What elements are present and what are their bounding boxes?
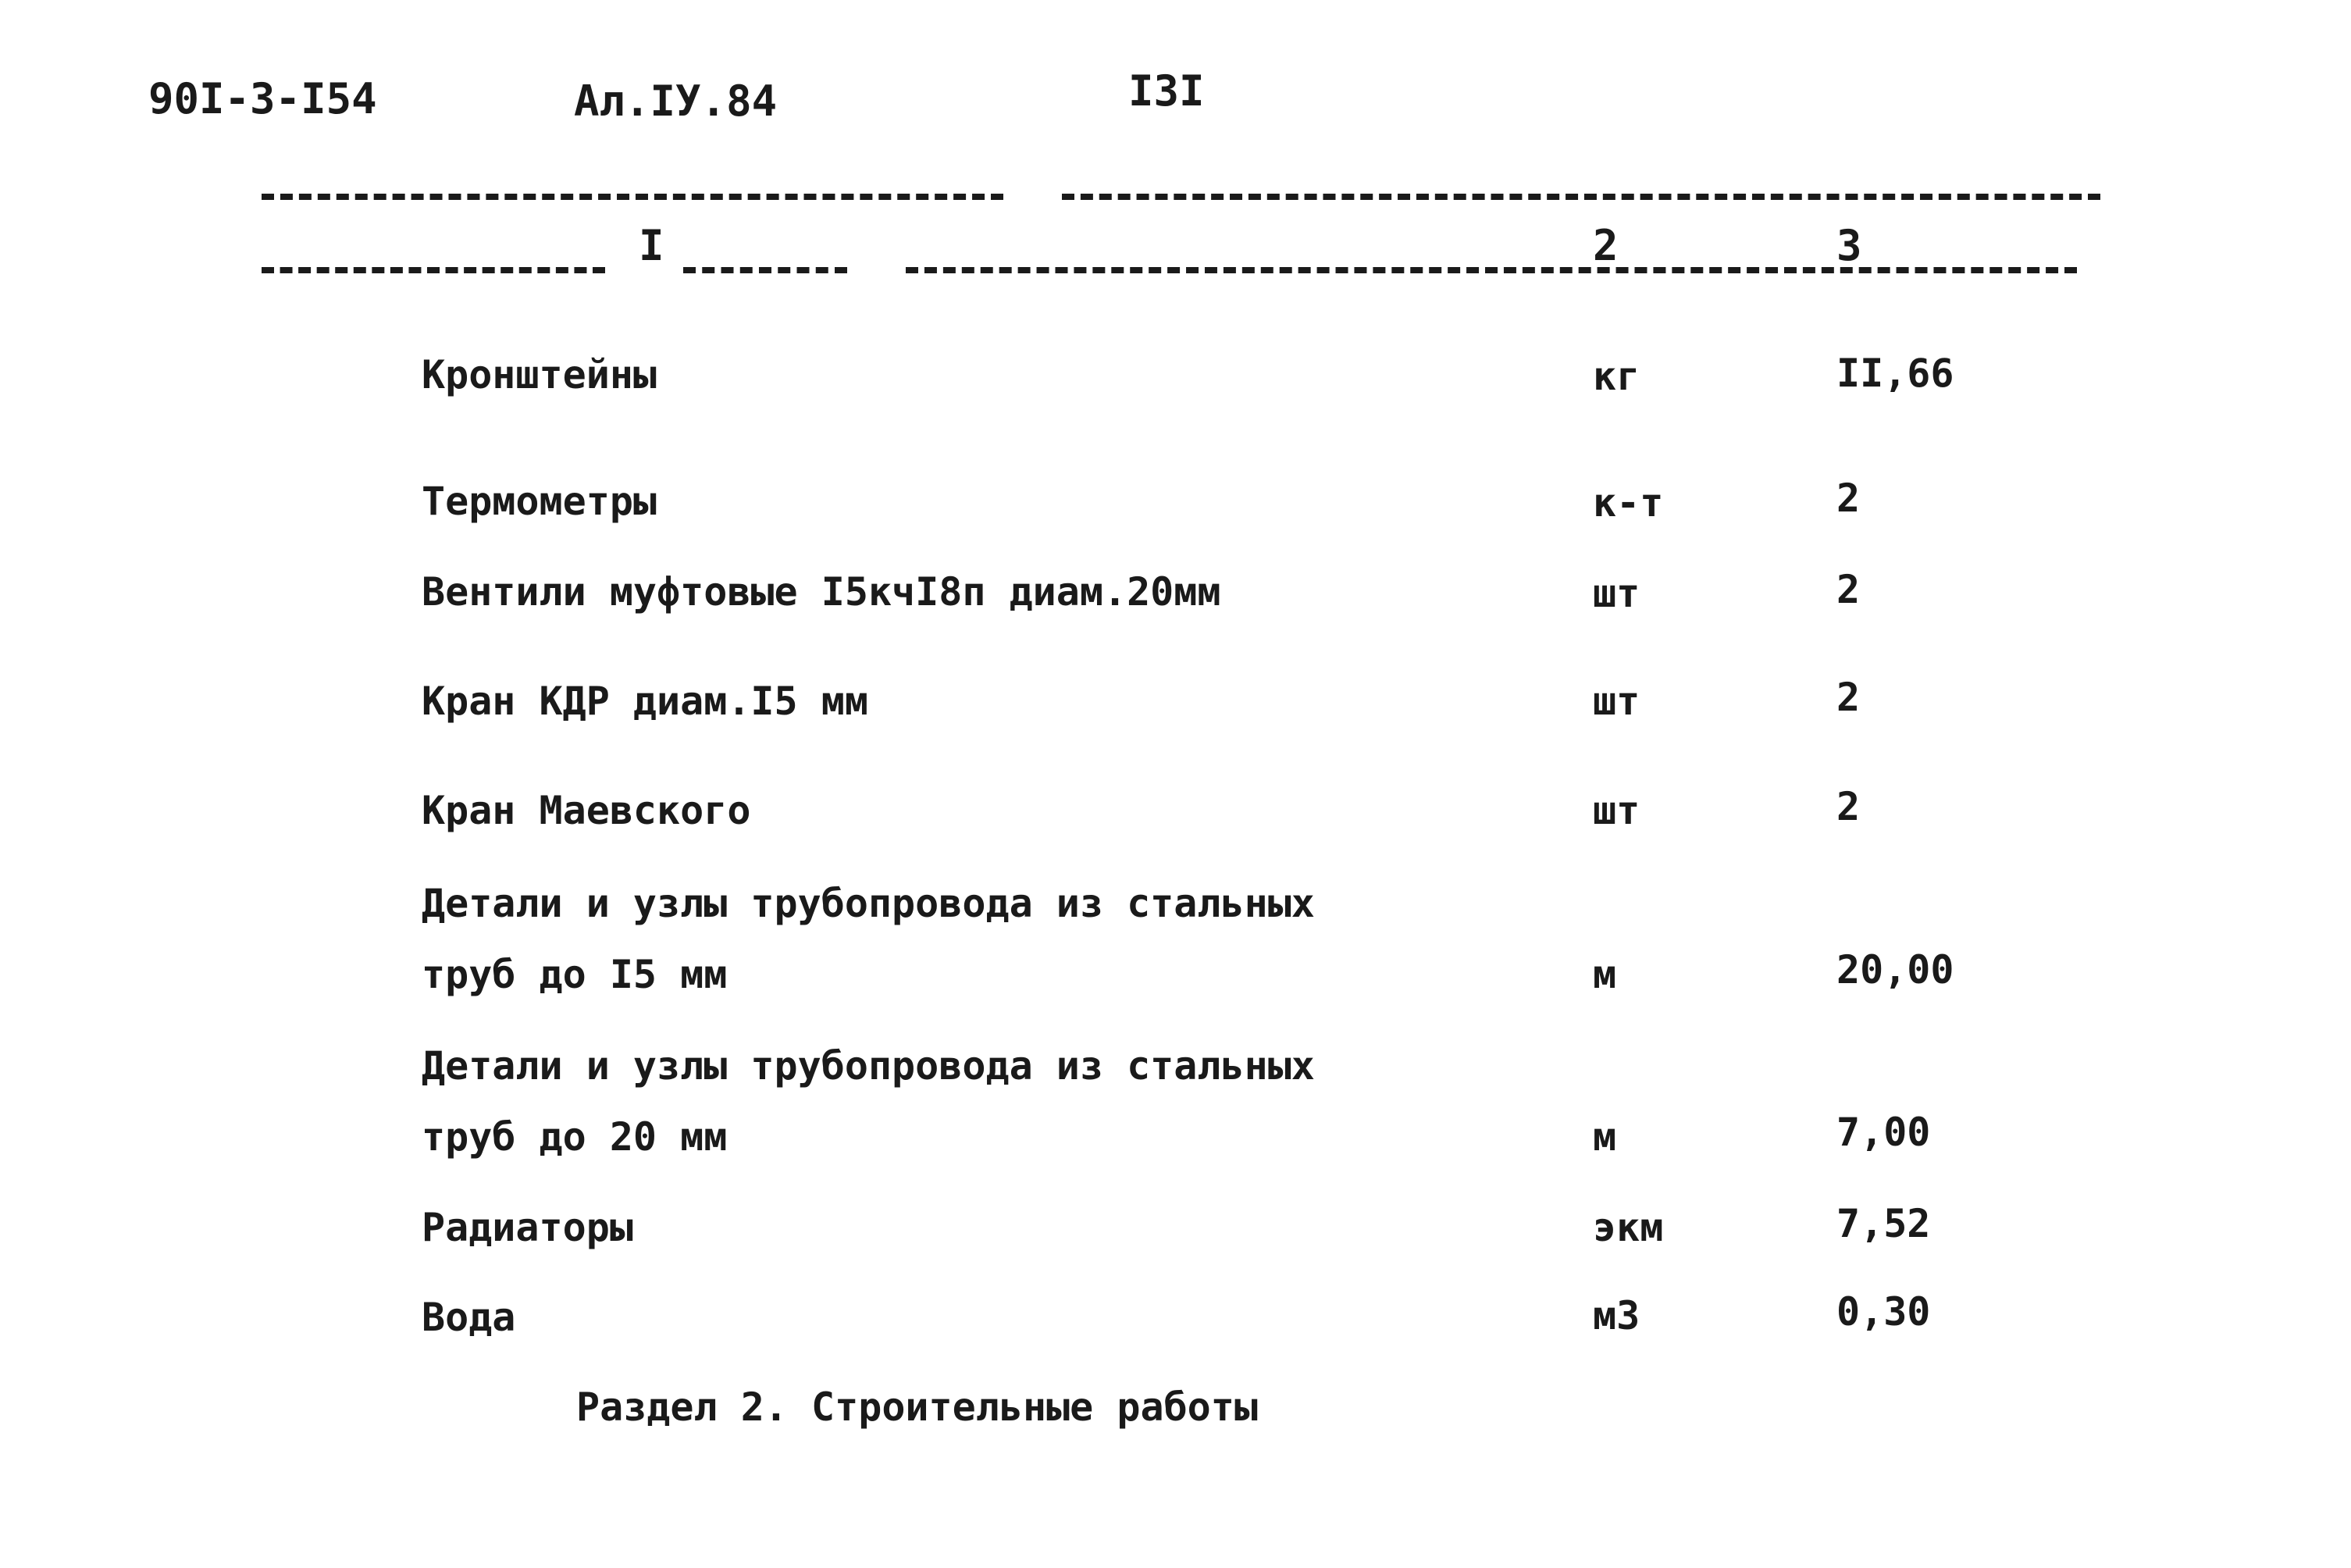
row-1-qty: II,66 <box>1836 351 1954 396</box>
header-top-rule-left <box>262 194 1003 200</box>
row-7-qty: 7,00 <box>1836 1110 1931 1155</box>
row-7-name-line2: труб до 20 мм <box>422 1114 728 1160</box>
row-6-name-line1: Детали и узлы трубопровода из стальных <box>422 881 1315 926</box>
row-6-unit: м <box>1593 952 1617 997</box>
row-2-unit: к-т <box>1593 480 1664 526</box>
row-9-name: Вода <box>422 1295 516 1340</box>
row-5-name: Кран Маевского <box>422 788 751 833</box>
row-2-qty: 2 <box>1836 476 1861 521</box>
row-5-unit: шт <box>1593 788 1640 833</box>
row-8-name: Радиаторы <box>422 1205 633 1250</box>
row-3-name: Вентили муфтовые I5кчI8п диам.20мм <box>422 569 1221 615</box>
header-bottom-rule-a <box>262 267 605 273</box>
row-5-qty: 2 <box>1836 784 1861 829</box>
row-7-name-line1: Детали и узлы трубопровода из стальных <box>422 1043 1315 1089</box>
row-1-name: Кронштейны <box>422 352 657 397</box>
row-9-unit: м3 <box>1593 1293 1640 1338</box>
row-4-unit: шт <box>1593 679 1640 724</box>
row-8-qty: 7,52 <box>1836 1201 1931 1246</box>
section-title: Раздел 2. Строительные работы <box>576 1384 1258 1430</box>
row-2-name: Термометры <box>422 479 657 524</box>
row-3-unit: шт <box>1593 571 1640 616</box>
header-bottom-rule-c <box>906 267 2077 273</box>
row-3-qty: 2 <box>1836 567 1861 612</box>
row-9-qty: 0,30 <box>1836 1289 1931 1335</box>
row-4-qty: 2 <box>1836 675 1861 720</box>
column-number-1: I <box>639 221 664 270</box>
column-number-2: 2 <box>1593 221 1619 270</box>
header-bottom-rule-b <box>683 267 847 273</box>
row-8-unit: экм <box>1593 1205 1664 1250</box>
row-4-name: Кран КДР диам.I5 мм <box>422 679 868 724</box>
row-6-qty: 20,00 <box>1836 947 1954 992</box>
album-number: Ал.IУ.84 <box>574 77 778 126</box>
row-1-unit: кг <box>1593 354 1640 399</box>
page-number: I3I <box>1128 66 1205 116</box>
row-6-name-line2: труб до I5 мм <box>422 952 728 997</box>
header-top-rule-right <box>1062 194 2100 200</box>
document-code: 90I-3-I54 <box>148 74 377 123</box>
column-number-3: 3 <box>1836 221 1862 270</box>
row-7-unit: м <box>1593 1114 1617 1160</box>
